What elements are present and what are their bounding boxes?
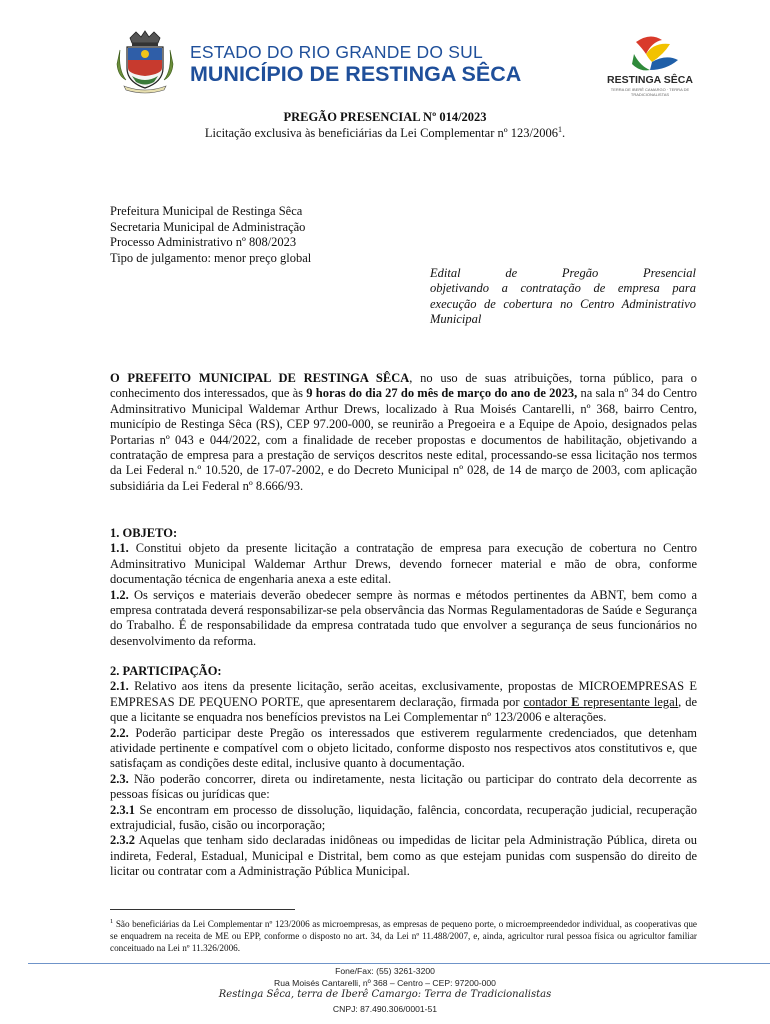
clause-number: 2.3.1: [110, 802, 135, 817]
summary-rest: objetivando a contratação de empresa para execução de cobertura no Centro Administrativo Municipal: [430, 281, 696, 326]
municipality-name: MUNICÍPIO DE RESTINGA SÊCA: [190, 62, 522, 86]
logo-wordmark: RESTINGA SÊCA: [607, 74, 693, 86]
section-objeto: [110, 526, 697, 649]
municipal-coat-of-arms-icon: [114, 30, 176, 94]
footer-cnpj: CNPJ: 87.490.306/0001-51: [332, 1004, 438, 1014]
clause-text: Relativo aos itens da presente licitação, serão aceitas, exclusivamente, propostas de MICROEMPRESAS E EMPRESAS DE PEQUENO PORTE, que apresentarem declaração, firmada por: [110, 679, 697, 709]
footer-phone: Fone/Fax: (55) 3261-3200: [335, 966, 435, 976]
subtitle-end: .: [561, 126, 566, 141]
intro-paragraph: [110, 371, 697, 494]
document-subtitle: [0, 125, 770, 141]
intro-bold-opening: O PREFEITO MUNICIPAL DE RESTINGA SÊCA: [110, 371, 410, 385]
subtitle-text: Licitação exclusiva às beneficiárias da Lei Complementar nº 123/2006: [204, 126, 558, 141]
intro-bold-time: 9 horas do dia 27 do mês de março do ano de 2023,: [306, 386, 578, 401]
clause-number: 2.3.: [110, 771, 129, 786]
footer-divider: [28, 963, 770, 964]
clause-text: Os serviços e materiais deverão obedecer sempre às normas e métodos pertinentes da ABNT, bem como a empresa contratada deverá responsabilizar-se pela observância das Normas Regulamentadoras de Saúde e Segurança do Trabalho. É de responsabilidade da empresa contratada tudo que envolver a segurança de seus funcionários no desenvolvimento da reforma.: [110, 587, 697, 648]
meta-line: Prefeitura Municipal de Restinga Sêca: [110, 204, 303, 218]
clause-text: Se encontram em processo de dissolução, liquidação, falência, concordata, recuperação judicial, recuperação extrajudicial, fusão, cisão ou incorporação;: [110, 802, 697, 833]
clause: [110, 803, 697, 834]
footnote-divider: [110, 909, 295, 910]
clause: [110, 772, 697, 803]
clause: [110, 541, 697, 587]
clause-text: Não poderão concorrer, direta ou indiretamente, nesta licitação ou participar do contrato dela decorrente as pessoas físicas ou jurídicas que:: [110, 771, 697, 802]
footnote: [110, 916, 697, 954]
summary-first-line: Edital de Pregão Presencial: [430, 266, 696, 280]
clause-text: Aquelas que tenham sido declaradas inidôneas ou impedidas de licitar pela Administração Pública, direta ou indireta, Federal, Estadual, Municipal e Distrital, bem como as que estejam punidas com suspensão do direito de licitar ou contratar com a Administração Pública Municipal.: [110, 833, 697, 879]
clause-text: , de que a licitante se enquadra nos benefícios previstos na Lei Complementar nº 123/2006 e alterações.: [110, 694, 697, 725]
clause: [110, 833, 697, 879]
clause-text: Poderão participar deste Pregão os interessados que estiverem regularmente credenciados, que detenham atividade pertinente e compatível com o objeto licitado, conforme disposto nos respectivos atos constitutivos e, que satisfaçam as condições deste edital, inclusive quanto à documentação.: [110, 725, 697, 771]
clause-number: 2.3.2: [110, 833, 135, 848]
footer-motto: Restinga Sêca, terra de Iberê Camargo: Terra de Tradicionalistas: [218, 989, 552, 1000]
clause-number: 2.1.: [110, 679, 129, 694]
clause-bold-e: E: [567, 694, 584, 709]
section-participacao: [110, 664, 697, 880]
process-info: [110, 204, 311, 266]
clause: [110, 588, 697, 650]
document-title: PREGÃO PRESENCIAL Nº 014/2023: [283, 110, 487, 124]
logo-tagline: TERRA DE IBERÊ CAMARGO · TERRA DE TRADICIONALISTAS: [610, 87, 690, 97]
clause-text: Constitui objeto da presente licitação a contratação de empresa para execução de cobertura no Centro Adminsitrativo Municipal Waldemar Arthur Drews, devendo fornecer material e mão de obra, conforme documentação técnica de engenharia anexa a este edital.: [110, 541, 697, 587]
clause: [110, 679, 697, 725]
meta-line: Secretaria Municipal de Administração: [110, 219, 306, 234]
intro-text: na sala nº 34 do Centro Adminsitrativo Municipal Waldemar Arthur Drews, localizado à Rua Moisés Cantarelli, nº 368, bairro Centro, município de Restinga Sêca (RS), CEP 97.200-000, se reunirão a Pregoeira e a Equipe de Apoio, designados pelas Portarias nº 043 e 044/2022, com a finalidade de receber propostas e documentos de habilitação, objetivando a contratação de empresa para a prestação de serviços descritos neste edital, processando-se essa licitação nos termos da Lei Federal n.º 10.520, de 17-07-2002, e do Decreto Municipal nº 028, de 14 de março de 2003, com aplicação subsidiária da Lei Federal nº 8.666/93.: [110, 386, 697, 493]
section-heading: 2. PARTICIPAÇÃO:: [110, 664, 222, 678]
clause: [110, 726, 697, 772]
clause-number: 1.1.: [110, 541, 129, 556]
state-name: ESTADO DO RIO GRANDE DO SUL: [190, 42, 483, 62]
footer-address: Rua Moisés Cantarelli, nº 368 – Centro – CEP: 97200-000: [274, 978, 496, 988]
intro-text: , no uso de suas atribuições, torna público, para o conhecimento dos interessados, que às: [110, 371, 698, 401]
clause-underline: contador: [523, 694, 568, 709]
footnote-text: São beneficiárias da Lei Complementar nº 123/2006 as microempresas, as empresas de pequeno porte, o microempreendedor individual, as cooperativas que se enquadrem na receita de ME ou EPP, conforme o disposto no art. 34, da Lei nº 11.488/2007, e, ainda, agricultor rural pessoa física ou agricultor familiar conceituado na Lei nº 11.326/2006.: [110, 919, 697, 954]
clause-number: 1.2.: [110, 587, 129, 602]
section-heading: 1. OBJETO:: [110, 526, 178, 540]
footnote-number: 1: [110, 918, 114, 925]
clause-number: 2.2.: [110, 725, 129, 740]
footnote-ref: 1: [557, 125, 562, 134]
edital-summary: [430, 266, 696, 327]
meta-line: Processo Administrativo nº 808/2023: [110, 235, 297, 249]
clause-underline: representante legal: [583, 694, 679, 709]
meta-line: Tipo de julgamento: menor preço global: [110, 250, 312, 265]
